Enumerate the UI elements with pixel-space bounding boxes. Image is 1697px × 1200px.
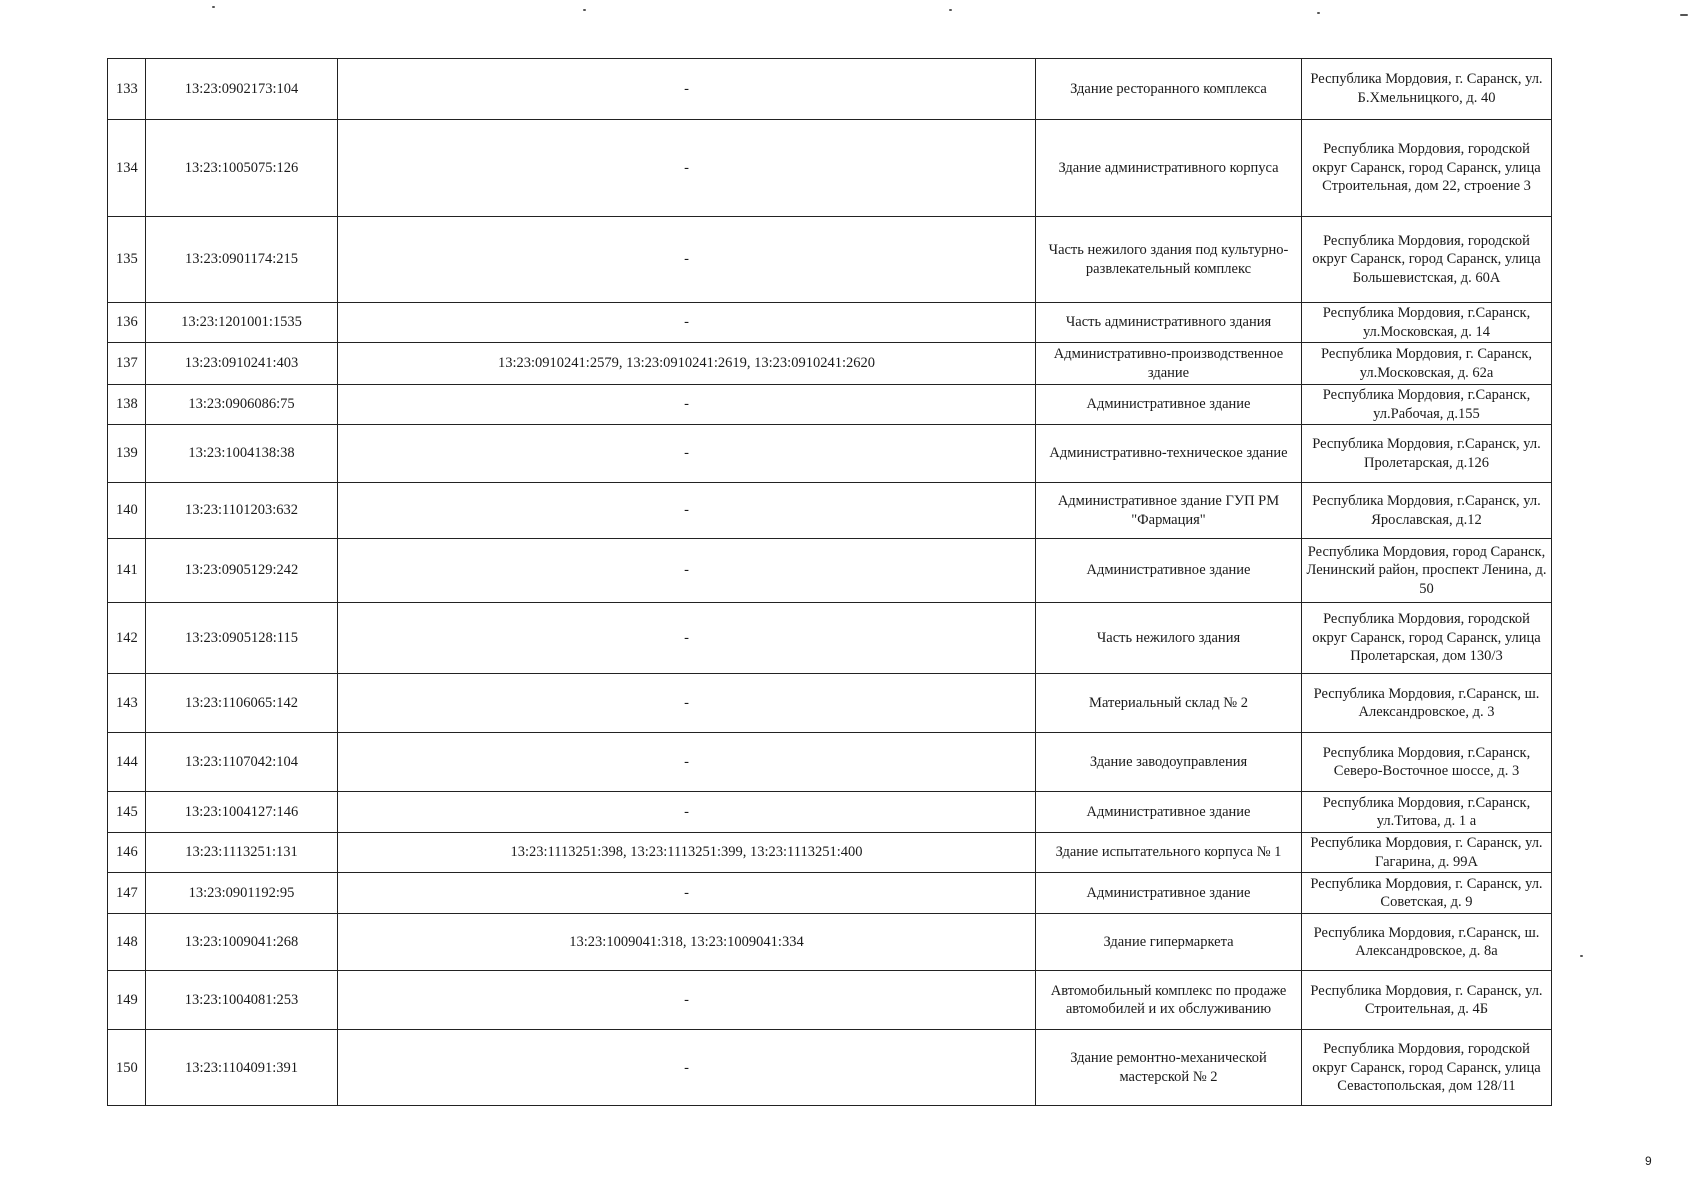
- linked-cadastral-numbers-cell: -: [338, 303, 1036, 343]
- object-name-cell: Административное здание ГУП РМ "Фармация": [1036, 483, 1302, 539]
- row-number-cell: 135: [108, 217, 146, 303]
- linked-cadastral-numbers-cell: -: [338, 425, 1036, 483]
- row-number-cell: 137: [108, 343, 146, 385]
- row-number-cell: 147: [108, 873, 146, 914]
- address-cell: Республика Мордовия, г.Саранск, ш. Александровское, д. 8а: [1302, 914, 1552, 971]
- object-name-cell: Административное здание: [1036, 385, 1302, 425]
- address-cell: Республика Мордовия, г.Саранск, ул.Титова, д. 1 а: [1302, 792, 1552, 833]
- cadastral-number-cell: 13:23:1004138:38: [146, 425, 338, 483]
- cadastral-number-cell: 13:23:1009041:268: [146, 914, 338, 971]
- row-number-cell: 141: [108, 539, 146, 603]
- linked-cadastral-numbers-cell: 13:23:1009041:318, 13:23:1009041:334: [338, 914, 1036, 971]
- table-row: [108, 603, 1552, 674]
- cadastral-number-cell: 13:23:1101203:632: [146, 483, 338, 539]
- scan-speck: [949, 9, 952, 11]
- table-row: [108, 303, 1552, 343]
- row-number-cell: 134: [108, 120, 146, 217]
- row-number-cell: 142: [108, 603, 146, 674]
- table-row: [108, 217, 1552, 303]
- address-cell: Республика Мордовия, г. Саранск, ул.Московская, д. 62а: [1302, 343, 1552, 385]
- row-number-cell: 150: [108, 1030, 146, 1106]
- cadastral-number-cell: 13:23:0901192:95: [146, 873, 338, 914]
- object-name-cell: Административное здание: [1036, 792, 1302, 833]
- address-cell: Республика Мордовия, городской округ Саранск, город Саранск, улица Большевистская, д. 60А: [1302, 217, 1552, 303]
- linked-cadastral-numbers-cell: 13:23:0910241:2579, 13:23:0910241:2619, 13:23:0910241:2620: [338, 343, 1036, 385]
- row-number-cell: 133: [108, 59, 146, 120]
- linked-cadastral-numbers-cell: -: [338, 483, 1036, 539]
- object-name-cell: Административное здание: [1036, 539, 1302, 603]
- table-row: [108, 914, 1552, 971]
- row-number-cell: 136: [108, 303, 146, 343]
- scan-speck: [1317, 12, 1320, 14]
- address-cell: Республика Мордовия, город Саранск, Ленинский район, проспект Ленина, д. 50: [1302, 539, 1552, 603]
- scan-speck: [1580, 955, 1583, 957]
- cadastral-number-cell: 13:23:0901174:215: [146, 217, 338, 303]
- address-cell: Республика Мордовия, г.Саранск, Северо-Восточное шоссе, д. 3: [1302, 733, 1552, 792]
- address-cell: Республика Мордовия, городской округ Саранск, город Саранск, улица Пролетарская, дом 130/3: [1302, 603, 1552, 674]
- linked-cadastral-numbers-cell: -: [338, 873, 1036, 914]
- table-row: [108, 833, 1552, 873]
- table-row: [108, 59, 1552, 120]
- table-row: [108, 385, 1552, 425]
- scan-speck: [583, 9, 586, 11]
- cadastral-number-cell: 13:23:1005075:126: [146, 120, 338, 217]
- cadastral-number-cell: 13:23:1201001:1535: [146, 303, 338, 343]
- object-name-cell: Административное здание: [1036, 873, 1302, 914]
- linked-cadastral-numbers-cell: -: [338, 792, 1036, 833]
- property-registry-table: [107, 58, 1552, 1106]
- object-name-cell: Часть административного здания: [1036, 303, 1302, 343]
- object-name-cell: Автомобильный комплекс по продаже автомобилей и их обслуживанию: [1036, 971, 1302, 1030]
- object-name-cell: Часть нежилого здания под культурно-развлекательный комплекс: [1036, 217, 1302, 303]
- linked-cadastral-numbers-cell: -: [338, 120, 1036, 217]
- table-row: [108, 120, 1552, 217]
- linked-cadastral-numbers-cell: 13:23:1113251:398, 13:23:1113251:399, 13:23:1113251:400: [338, 833, 1036, 873]
- cadastral-number-cell: 13:23:0905128:115: [146, 603, 338, 674]
- linked-cadastral-numbers-cell: -: [338, 217, 1036, 303]
- object-name-cell: Материальный склад № 2: [1036, 674, 1302, 733]
- row-number-cell: 138: [108, 385, 146, 425]
- table-row: [108, 539, 1552, 603]
- cadastral-number-cell: 13:23:0902173:104: [146, 59, 338, 120]
- object-name-cell: Здание заводоуправления: [1036, 733, 1302, 792]
- address-cell: Республика Мордовия, г. Саранск, ул. Гагарина, д. 99А: [1302, 833, 1552, 873]
- cadastral-number-cell: 13:23:1004081:253: [146, 971, 338, 1030]
- row-number-cell: 144: [108, 733, 146, 792]
- cadastral-number-cell: 13:23:1104091:391: [146, 1030, 338, 1106]
- table-row: [108, 1030, 1552, 1106]
- object-name-cell: Здание ремонтно-механической мастерской № 2: [1036, 1030, 1302, 1106]
- address-cell: Республика Мордовия, г. Саранск, ул. Б.Хмельницкого, д. 40: [1302, 59, 1552, 120]
- table-row: [108, 733, 1552, 792]
- address-cell: Республика Мордовия, г. Саранск, ул. Строительная, д. 4Б: [1302, 971, 1552, 1030]
- address-cell: Республика Мордовия, г.Саранск, ул. Пролетарская, д.126: [1302, 425, 1552, 483]
- address-cell: Республика Мордовия, г.Саранск, ул.Московская, д. 14: [1302, 303, 1552, 343]
- address-cell: Республика Мордовия, г.Саранск, ул.Рабочая, д.155: [1302, 385, 1552, 425]
- object-name-cell: Административно-техническое здание: [1036, 425, 1302, 483]
- cadastral-number-cell: 13:23:1004127:146: [146, 792, 338, 833]
- table-body: [108, 59, 1552, 1106]
- cadastral-number-cell: 13:23:1106065:142: [146, 674, 338, 733]
- address-cell: Республика Мордовия, г.Саранск, ш. Александровское, д. 3: [1302, 674, 1552, 733]
- linked-cadastral-numbers-cell: -: [338, 674, 1036, 733]
- cadastral-number-cell: 13:23:0910241:403: [146, 343, 338, 385]
- address-cell: Республика Мордовия, городской округ Саранск, город Саранск, улица Севастопольская, дом 128/11: [1302, 1030, 1552, 1106]
- table-row: [108, 971, 1552, 1030]
- table-row: [108, 343, 1552, 385]
- table-row: [108, 483, 1552, 539]
- object-name-cell: Здание гипермаркета: [1036, 914, 1302, 971]
- row-number-cell: 148: [108, 914, 146, 971]
- cadastral-number-cell: 13:23:1113251:131: [146, 833, 338, 873]
- row-number-cell: 146: [108, 833, 146, 873]
- linked-cadastral-numbers-cell: -: [338, 733, 1036, 792]
- table-row: [108, 425, 1552, 483]
- linked-cadastral-numbers-cell: -: [338, 59, 1036, 120]
- linked-cadastral-numbers-cell: -: [338, 603, 1036, 674]
- object-name-cell: Часть нежилого здания: [1036, 603, 1302, 674]
- object-name-cell: Здание административного корпуса: [1036, 120, 1302, 217]
- object-name-cell: Здание испытательного корпуса № 1: [1036, 833, 1302, 873]
- linked-cadastral-numbers-cell: -: [338, 385, 1036, 425]
- scan-speck: [1680, 14, 1688, 16]
- row-number-cell: 145: [108, 792, 146, 833]
- table-row: [108, 674, 1552, 733]
- row-number-cell: 139: [108, 425, 146, 483]
- linked-cadastral-numbers-cell: -: [338, 1030, 1036, 1106]
- row-number-cell: 140: [108, 483, 146, 539]
- object-name-cell: Здание ресторанного комплекса: [1036, 59, 1302, 120]
- cadastral-number-cell: 13:23:0905129:242: [146, 539, 338, 603]
- page-number: 9: [1645, 1154, 1652, 1168]
- scan-speck: [212, 6, 215, 8]
- linked-cadastral-numbers-cell: -: [338, 971, 1036, 1030]
- linked-cadastral-numbers-cell: -: [338, 539, 1036, 603]
- cadastral-number-cell: 13:23:0906086:75: [146, 385, 338, 425]
- table-row: [108, 792, 1552, 833]
- address-cell: Республика Мордовия, городской округ Саранск, город Саранск, улица Строительная, дом 22, строение 3: [1302, 120, 1552, 217]
- cadastral-number-cell: 13:23:1107042:104: [146, 733, 338, 792]
- table-row: [108, 873, 1552, 914]
- row-number-cell: 143: [108, 674, 146, 733]
- address-cell: Республика Мордовия, г.Саранск, ул. Ярославская, д.12: [1302, 483, 1552, 539]
- row-number-cell: 149: [108, 971, 146, 1030]
- address-cell: Республика Мордовия, г. Саранск, ул. Советская, д. 9: [1302, 873, 1552, 914]
- object-name-cell: Административно-производственное здание: [1036, 343, 1302, 385]
